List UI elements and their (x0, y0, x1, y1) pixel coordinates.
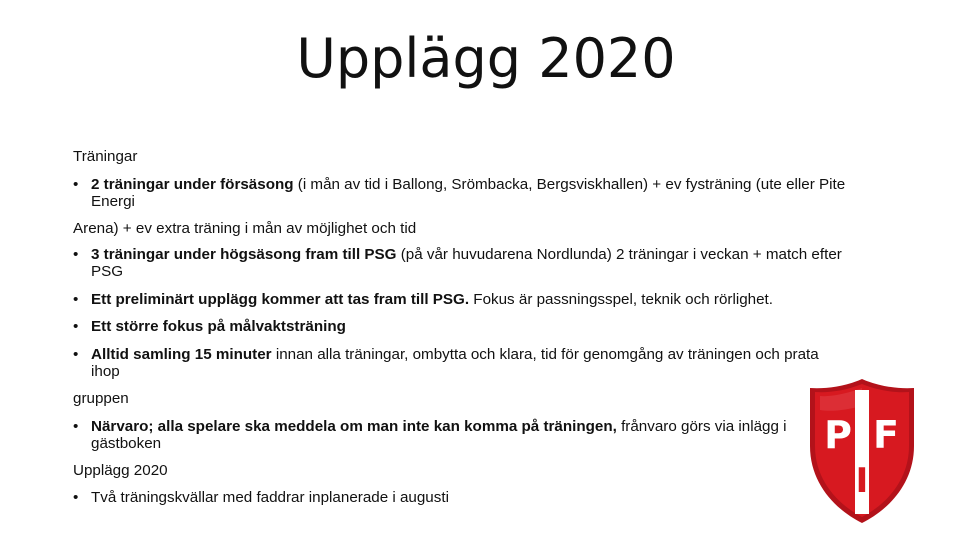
crest-letter-i: I (855, 461, 869, 501)
club-crest-logo (806, 376, 918, 526)
bullet-marker: • (73, 246, 79, 263)
bullet-marker: • (73, 291, 79, 308)
list-item (91, 176, 845, 193)
crest-letter-f: F (873, 413, 899, 457)
bullet-marker: • (73, 346, 79, 363)
item-continuation: gästboken (91, 435, 162, 452)
bullet-marker: • (73, 489, 79, 506)
item-continuation: PSG (91, 263, 124, 280)
item-text: frånvaro görs via inlägg i (616, 418, 787, 435)
crest-letter-p: P (824, 413, 852, 457)
item-bold-text: Alltid samling 15 minuter (91, 346, 272, 363)
item-bold-text: 3 träningar under högsäsong fram till PSG (91, 246, 397, 263)
list-item (91, 246, 842, 263)
item-text: Två träningskvällar med faddrar inplanerade i augusti (91, 489, 449, 506)
paragraph-line: Upplägg 2020 (73, 462, 168, 479)
item-bold-text: Ett större fokus på målvaktsträning (91, 318, 346, 335)
item-text: (på vår huvudarena Nordlunda) 2 träningar i veckan + match efter (396, 246, 842, 263)
list-item (91, 318, 346, 335)
bullet-marker: • (73, 176, 79, 193)
item-continuation: ihop (91, 363, 120, 380)
item-bold-text: 2 träningar under försäsong (91, 176, 294, 193)
item-text: (i mån av tid i Ballong, Srömbacka, Bergsviskhallen) + ev fysträning (ute eller Pite (293, 176, 846, 193)
bullet-marker: • (73, 418, 79, 435)
slide-title: Upplägg 2020 (296, 27, 676, 90)
item-bold-text: Närvaro; alla spelare ska meddela om man inte kan komma på träningen, (91, 418, 617, 435)
item-text: Fokus är passningsspel, teknik och rörlighet. (469, 291, 773, 308)
item-continuation: Energi (91, 193, 135, 210)
list-item (91, 489, 449, 506)
paragraph-line: Arena) + ev extra träning i mån av möjlighet och tid (73, 220, 417, 237)
section-heading: Träningar (73, 148, 138, 165)
item-bold-text: Ett preliminärt upplägg kommer att tas fram till PSG. (91, 291, 470, 308)
bullet-marker: • (73, 318, 79, 335)
list-item (91, 346, 819, 363)
list-item (91, 291, 773, 308)
item-text: innan alla träningar, ombytta och klara, tid för genomgång av träningen och prata (271, 346, 819, 363)
paragraph-line: gruppen (73, 390, 129, 407)
list-item (91, 418, 787, 435)
